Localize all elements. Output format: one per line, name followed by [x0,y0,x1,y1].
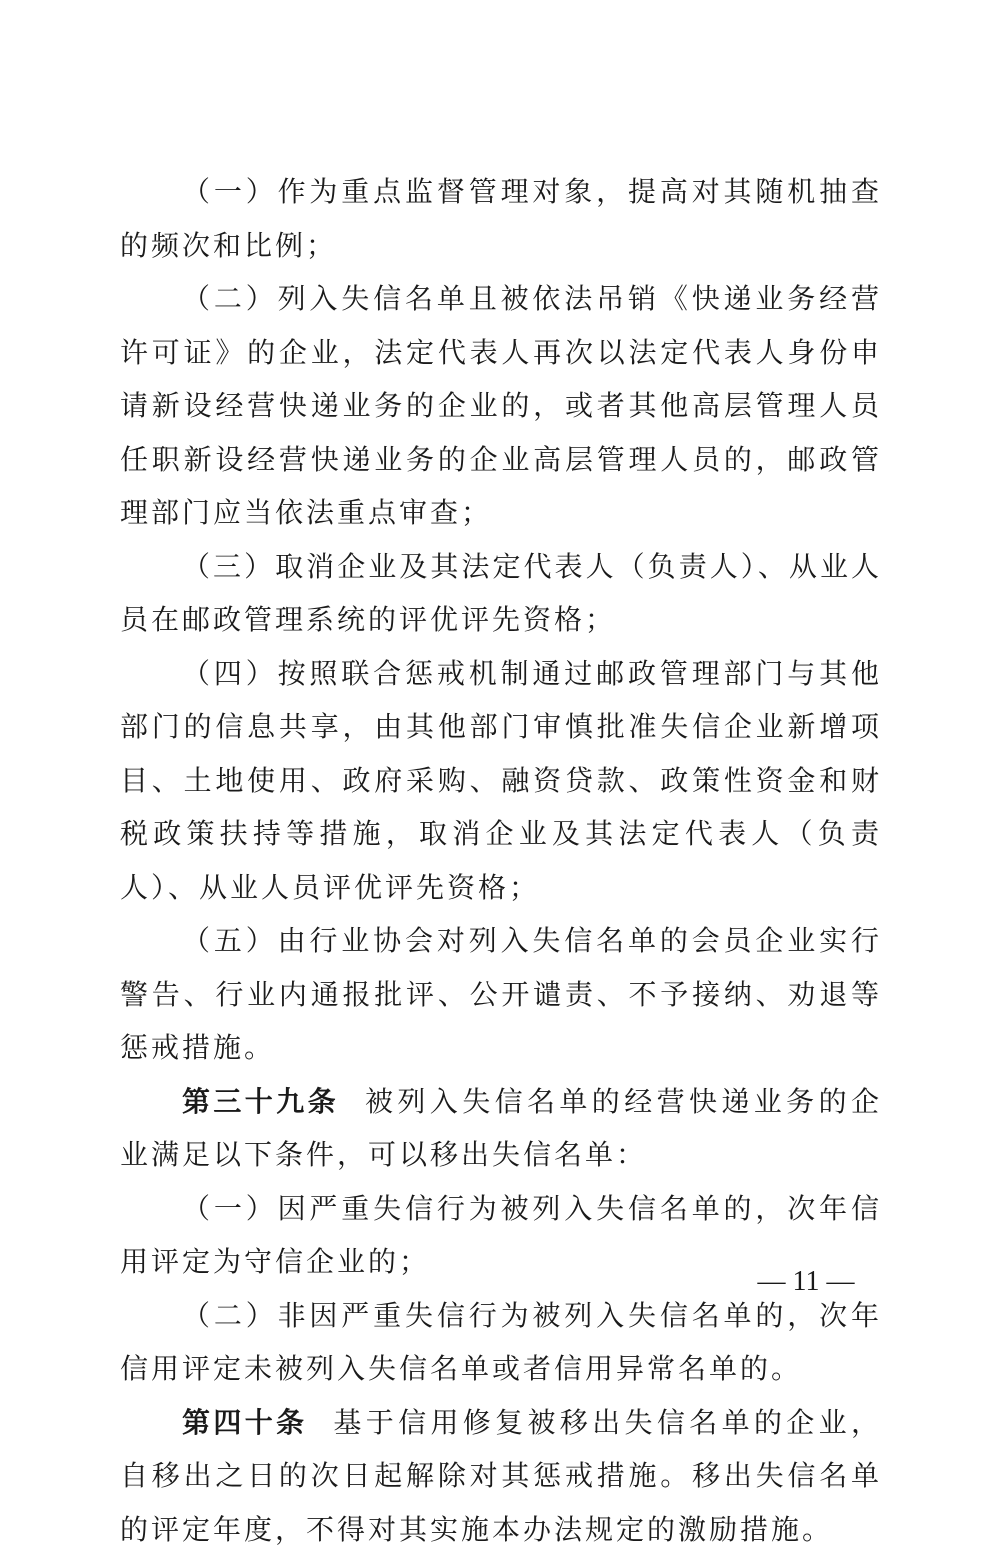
paragraph-4-text: （四）按照联合惩戒机制通过邮政管理部门与其他部门的信息共享，由其他部门审慎批准失信企业新增项目、土地使用、政府采购、融资贷款、政策性资金和财税政策扶持等措施，取消企业及其法定代表人（负责人）、从业人员评优评先资格； [120,657,882,904]
paragraph-1 [120,165,882,272]
paragraph-4 [120,647,882,915]
article-40-title: 第四十条 [182,1406,307,1439]
paragraph-1-text: （一）作为重点监督管理对象，提高对其随机抽查的频次和比例； [120,175,882,262]
paragraph-8-text: （二）非因严重失信行为被列入失信名单的，次年信用评定未被列入失信名单或者信用异常名单的。 [120,1299,882,1386]
paragraph-3 [120,540,882,647]
article-39-title: 第三十九条 [182,1085,339,1118]
article-40-text: 基于信用修复被移出失信名单的企业，自移出之日的次日起解除对其惩戒措施。移出失信名单的评定年度，不得对其实施本办法规定的激励措施。 [120,1406,882,1546]
paragraph-2 [120,272,882,540]
page-number: — 11 — [756,1262,856,1302]
paragraph-3-text: （三）取消企业及其法定代表人（负责人）、从业人员在邮政管理系统的评优评先资格； [120,550,882,637]
article-39-text: 被列入失信名单的经营快递业务的企业满足以下条件，可以移出失信名单： [120,1085,882,1172]
article-40 [120,1396,882,1556]
paragraph-5 [120,914,882,1075]
paragraph-2-text: （二）列入失信名单且被依法吊销《快递业务经营许可证》的企业，法定代表人再次以法定代表人身份申请新设经营快递业务的企业的，或者其他高层管理人员任职新设经营快递业务的企业高层管理人员的，邮政管理部门应当依法重点审查； [120,282,882,529]
paragraph-5-text: （五）由行业协会对列入失信名单的会员企业实行警告、行业内通报批评、公开谴责、不予接纳、劝退等惩戒措施。 [120,924,882,1064]
paragraph-7-text: （一）因严重失信行为被列入失信名单的，次年信用评定为守信企业的； [120,1192,882,1279]
body-text [120,165,882,1556]
paragraph-8 [120,1289,882,1396]
article-39 [120,1075,882,1182]
